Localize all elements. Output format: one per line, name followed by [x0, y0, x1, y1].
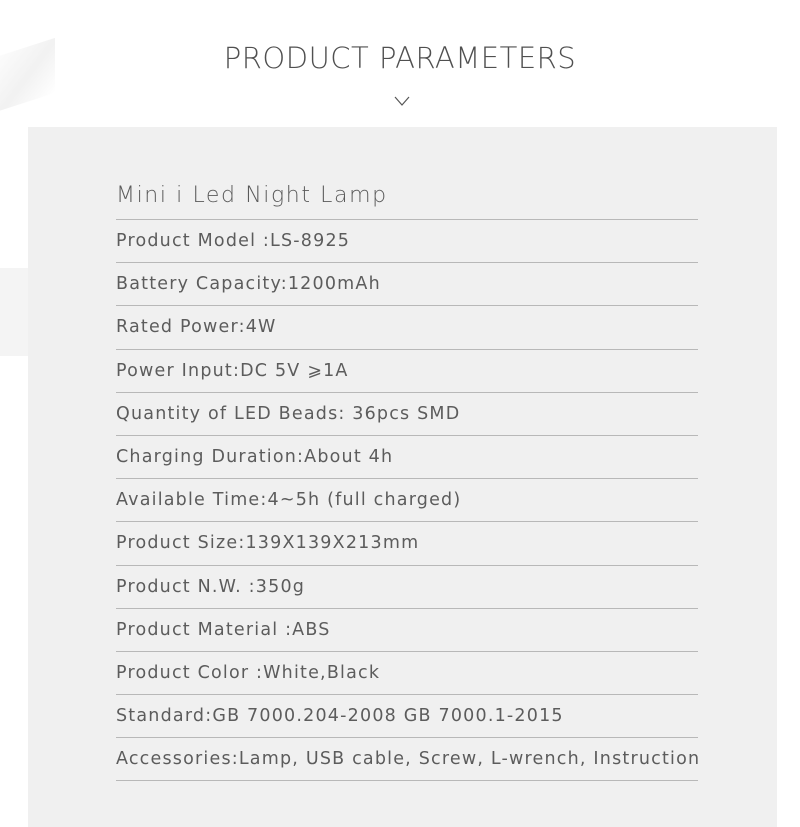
spec-row-material [116, 609, 698, 652]
spec-row-standard [116, 695, 698, 738]
spec-value: 350g [255, 576, 306, 597]
spec-value: 36pcs SMD [345, 403, 461, 424]
spec-value: 139X139X213mm [245, 533, 420, 554]
spec-value: 4W [245, 317, 277, 338]
spec-value: DC 5V ⩾1A [240, 360, 349, 381]
spec-label: Power Input: [116, 360, 241, 381]
spec-row-rated-power [116, 306, 698, 349]
spec-row-color [116, 652, 698, 695]
spec-row-product-model [116, 220, 698, 263]
spec-value: LS-8925 [270, 231, 351, 252]
spec-label: Product Material : [116, 619, 293, 640]
spec-row-power-input [116, 350, 698, 393]
spec-row-led-beads [116, 393, 698, 436]
spec-label: Product Model : [116, 231, 271, 252]
spec-value: Lamp, USB cable, Screw, L-wrench, Instruction [238, 749, 701, 770]
spec-value: White,Black [263, 662, 381, 683]
spec-list [116, 220, 701, 781]
product-name: Mini i Led Night Lamp [116, 183, 388, 208]
spec-value: About 4h [304, 447, 394, 468]
spec-value: GB 7000.204-2008 GB 7000.1-2015 [212, 706, 564, 727]
spec-label: Battery Capacity: [116, 274, 288, 295]
spec-label: Charging Duration: [116, 447, 305, 468]
decorative-shape [0, 268, 30, 356]
spec-label: Product N.W. : [116, 576, 256, 597]
spec-value: 1200mAh [287, 274, 381, 295]
spec-row-product-size [116, 522, 698, 565]
spec-label: Standard: [116, 706, 213, 727]
spec-row-available-time [116, 479, 698, 522]
spec-label: Quantity of LED Beads: [116, 403, 346, 424]
spec-value: 4~5h (full charged) [267, 490, 462, 511]
spec-label: Accessories: [116, 749, 239, 770]
section-title: PRODUCT PARAMETERS [223, 41, 577, 75]
spec-row-accessories [116, 738, 701, 781]
spec-value: ABS [292, 619, 331, 640]
spec-label: Product Color : [116, 662, 264, 683]
spec-label: Rated Power: [116, 317, 246, 338]
spec-row-battery-capacity [116, 263, 698, 306]
spec-row-net-weight [116, 566, 698, 609]
spec-label: Available Time: [116, 490, 268, 511]
spec-row-charging-duration [116, 436, 698, 479]
chevron-down-icon [394, 95, 410, 107]
spec-label: Product Size: [116, 533, 246, 554]
